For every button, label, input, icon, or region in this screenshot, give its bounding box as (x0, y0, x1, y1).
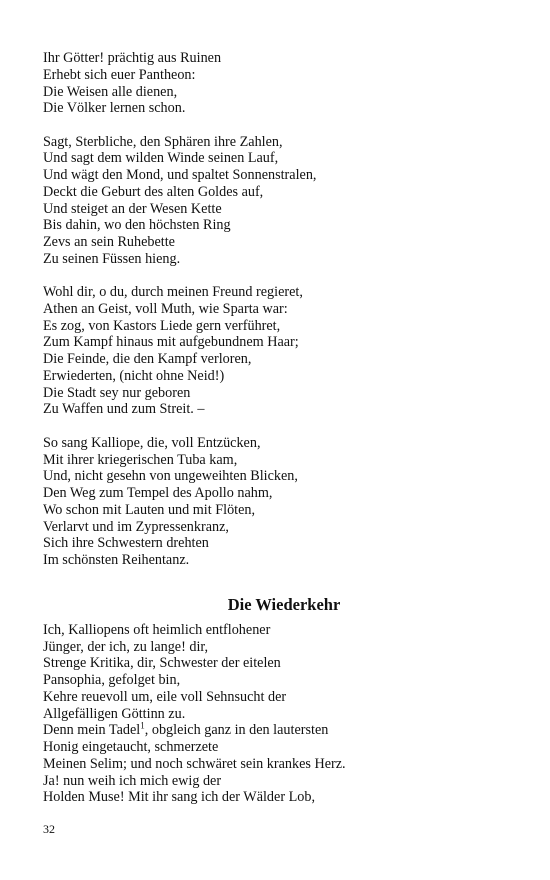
stanza-3 (43, 284, 513, 418)
verse-line: Den Weg zum Tempel des Apollo nahm, (43, 485, 273, 502)
verse-line: Und, nicht gesehn von ungeweihten Blicken, (43, 468, 298, 485)
verse-line: Bis dahin, wo den höchsten Ring (43, 217, 231, 234)
verse-line: Die Völker lernen schon. (43, 100, 186, 117)
verse-line: Es zog, von Kastors Liede gern verführet, (43, 317, 281, 334)
verse-line: Die Weisen alle dienen, (43, 83, 178, 100)
footnote-marker[interactable]: 1 (140, 720, 145, 731)
verse-line: Verlarvt und im Zypressenkranz, (43, 518, 229, 535)
poem-title: Die Wiederkehr (227, 594, 341, 614)
poem-die-wiederkehr (43, 622, 513, 806)
verse-line: Pansophia, gefolget bin, (43, 672, 181, 689)
verse-line: Athen an Geist, voll Muth, wie Sparta war: (43, 300, 288, 317)
verse-line: So sang Kalliope, die, voll Entzücken, (43, 434, 261, 451)
verse-line: Ihr Götter! prächtig aus Ruinen (43, 50, 222, 66)
verse-line: Und wägt den Mond, und spaltet Sonnenstralen, (43, 167, 317, 184)
poem-continuation (43, 50, 513, 569)
verse-line: Strenge Kritika, dir, Schwester der eitelen (43, 655, 281, 672)
verse-line: Zevs an sein Ruhebette (43, 234, 175, 251)
verse-line: Deckt die Geburt des alten Goldes auf, (43, 183, 264, 200)
verse-line: Die Stadt sey nur geboren (43, 384, 191, 401)
verse-line: Sich ihre Schwestern drehten (43, 535, 209, 552)
page-content (43, 50, 513, 806)
verse-line: Wo schon mit Lauten und mit Flöten, (43, 501, 256, 518)
verse-text: Denn mein Tadel (43, 722, 141, 739)
stanza-2 (43, 134, 513, 268)
verse-line: Im schönsten Reihentanz. (43, 552, 190, 569)
verse-line: Holden Muse! Mit ihr sang ich der Wälder Lob, (43, 789, 315, 806)
verse-text: , obgleich ganz in den lautersten (144, 722, 329, 739)
verse-line: Kehre reuevoll um, eile voll Sehnsucht der (43, 688, 287, 705)
verse-line: Sagt, Sterbliche, den Sphären ihre Zahlen, (43, 133, 283, 150)
stanza-4 (43, 435, 513, 569)
verse-line: Allgefälligen Göttinn zu. (43, 705, 186, 722)
verse-line: Wohl dir, o du, durch meinen Freund regieret, (43, 284, 303, 301)
verse-line: Zum Kampf hinaus mit aufgebundnem Haar; (43, 334, 299, 351)
verse-line-with-footnote (43, 722, 513, 739)
verse-line: Die Feinde, die den Kampf verloren, (43, 351, 252, 368)
verse-line: Erhebt sich euer Pantheon: (43, 66, 196, 83)
verse-line: Jünger, der ich, zu lange! dir, (43, 638, 209, 655)
verse-line: Ja! nun weih ich mich ewig der (43, 772, 222, 789)
verse-line: Zu seinen Füssen hieng. (43, 250, 181, 267)
stanza-1 (43, 50, 513, 117)
verse-line: Erwiederten, (nicht ohne Neid!) (43, 367, 225, 384)
page-number: 32 (43, 822, 55, 836)
verse-line: Und sagt dem wilden Winde seinen Lauf, (43, 150, 279, 167)
verse-line: Zu Waffen und zum Streit. – (43, 401, 205, 418)
verse-line: Honig eingetaucht, schmerzete (43, 739, 219, 756)
verse-line: Mit ihrer kriegerischen Tuba kam, (43, 451, 238, 468)
verse-line: Und steiget an der Wesen Kette (43, 200, 222, 217)
verse-line: Meinen Selim; und noch schwäret sein krankes Herz. (43, 755, 346, 772)
verse-line: Ich, Kalliopens oft heimlich entflohener (43, 621, 271, 638)
